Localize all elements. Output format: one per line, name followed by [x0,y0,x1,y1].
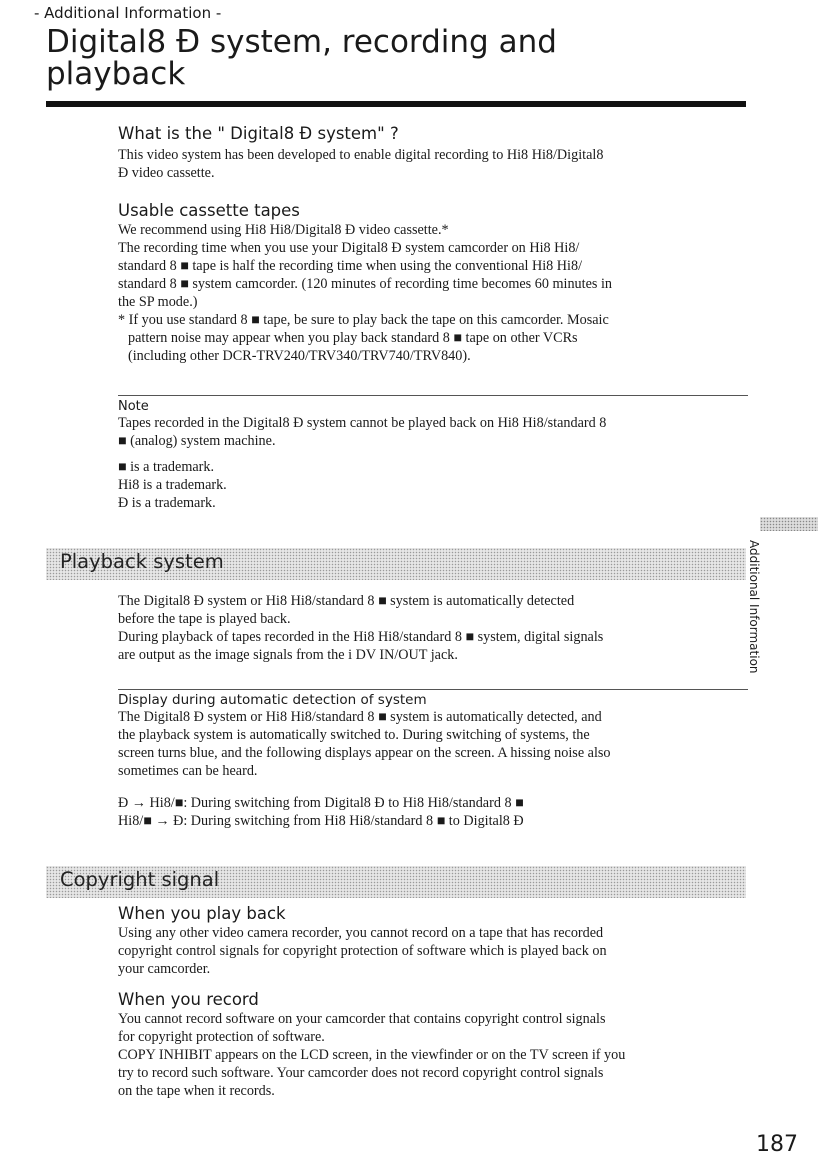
side-tab-label: Additional Information [747,540,761,674]
what-is-section [118,124,748,182]
note-line: ■ (analog) system machine. [118,433,276,449]
what-is-line: This video system has been developed to enable digital recording to Hi8 Hi8/Digital8 [118,147,604,163]
side-tab [747,540,773,700]
side-tab-pattern [760,517,818,531]
title-line-2: playback [46,56,186,92]
record-line: for copyright protection of software. [118,1029,325,1045]
playback-section [118,592,748,664]
record-heading: When you record [118,990,259,1009]
note-line: Tapes recorded in the Digital8 Ð system cannot be played back on Hi8 Hi8/standard 8 [118,415,607,431]
page-title [46,26,686,90]
trademark-line: Hi8 is a trademark. [118,477,227,493]
playback-system-title: Playback system [60,550,224,573]
note-section [118,399,748,512]
what-is-heading: What is the " Digital8 Ð system" ? [118,124,399,143]
trademark-line: ■ is a trademark. [118,459,215,475]
record-line: You cannot record software on your camcorder that contains copyright control signals [118,1011,606,1027]
usable-line: the SP mode.) [118,294,198,310]
switch-line: Hi8/■ → Ð: During switching from Hi8 Hi8/standard 8 ■ to Digital8 Ð [118,813,524,829]
page-number: 187 [756,1132,798,1157]
play-back-heading: When you play back [118,904,286,923]
display-line: The Digital8 Ð system or Hi8 Hi8/standard 8 ■ system is automatically detected, and [118,709,602,725]
copyright-section [118,904,748,1100]
playback-line: The Digital8 Ð system or Hi8 Hi8/standard 8 ■ system is automatically detected [118,593,575,609]
display-label: Display during automatic detection of system [118,692,427,708]
playback-line: before the tape is played back. [118,611,291,627]
display-line: the playback system is automatically switched to. During switching of systems, the [118,727,590,743]
display-section [118,692,748,830]
footnote-line: (including other DCR-TRV240/TRV340/TRV740/TRV840). [128,348,471,364]
usable-line: standard 8 ■ tape is half the recording time when using the conventional Hi8 Hi8/ [118,258,583,274]
usable-line: standard 8 ■ system camcorder. (120 minutes of recording time becomes 60 minutes in [118,276,612,292]
usable-line: We recommend using Hi8 Hi8/Digital8 Ð video cassette.* [118,222,449,238]
display-line: screen turns blue, and the following displays appear on the screen. A hissing noise also [118,745,611,761]
footnote-line: * If you use standard 8 ■ tape, be sure to play back the tape on this camcorder. Mosaic [118,312,609,328]
footnote-line: pattern noise may appear when you play back standard 8 ■ tape on other VCRs [128,330,578,346]
note-rule [118,395,748,396]
display-rule [118,689,748,690]
note-label: Note [118,399,149,414]
switch-line: Ð → Hi8/■: During switching from Digital8 Ð to Hi8 Hi8/standard 8 ■ [118,795,524,811]
playback-line: During playback of tapes recorded in the Hi8 Hi8/standard 8 ■ system, digital signals [118,629,604,645]
record-line: on the tape when it records. [118,1083,275,1099]
what-is-line: Ð video cassette. [118,165,215,181]
record-line: try to record such software. Your camcorder does not record copyright control signals [118,1065,604,1081]
copyright-signal-title: Copyright signal [60,868,220,891]
trademark-line: Ð is a trademark. [118,495,216,511]
copyright-signal-band [46,866,746,898]
title-rule [46,101,746,107]
playback-system-band [46,548,746,580]
section-label: - Additional Information - [34,4,222,22]
usable-section [118,201,748,365]
display-line: sometimes can be heard. [118,763,258,779]
play-back-line: copyright control signals for copyright protection of software which is played back on [118,943,607,959]
play-back-line: Using any other video camera recorder, you cannot record on a tape that has recorded [118,925,604,941]
usable-heading: Usable cassette tapes [118,201,300,220]
record-line: COPY INHIBIT appears on the LCD screen, in the viewfinder or on the TV screen if you [118,1047,626,1063]
playback-line: are output as the image signals from the i DV IN/OUT jack. [118,647,458,663]
usable-line: The recording time when you use your Digital8 Ð system camcorder on Hi8 Hi8/ [118,240,580,256]
play-back-line: your camcorder. [118,961,211,977]
title-line-1: Digital8 Ð system, recording and [46,24,557,60]
